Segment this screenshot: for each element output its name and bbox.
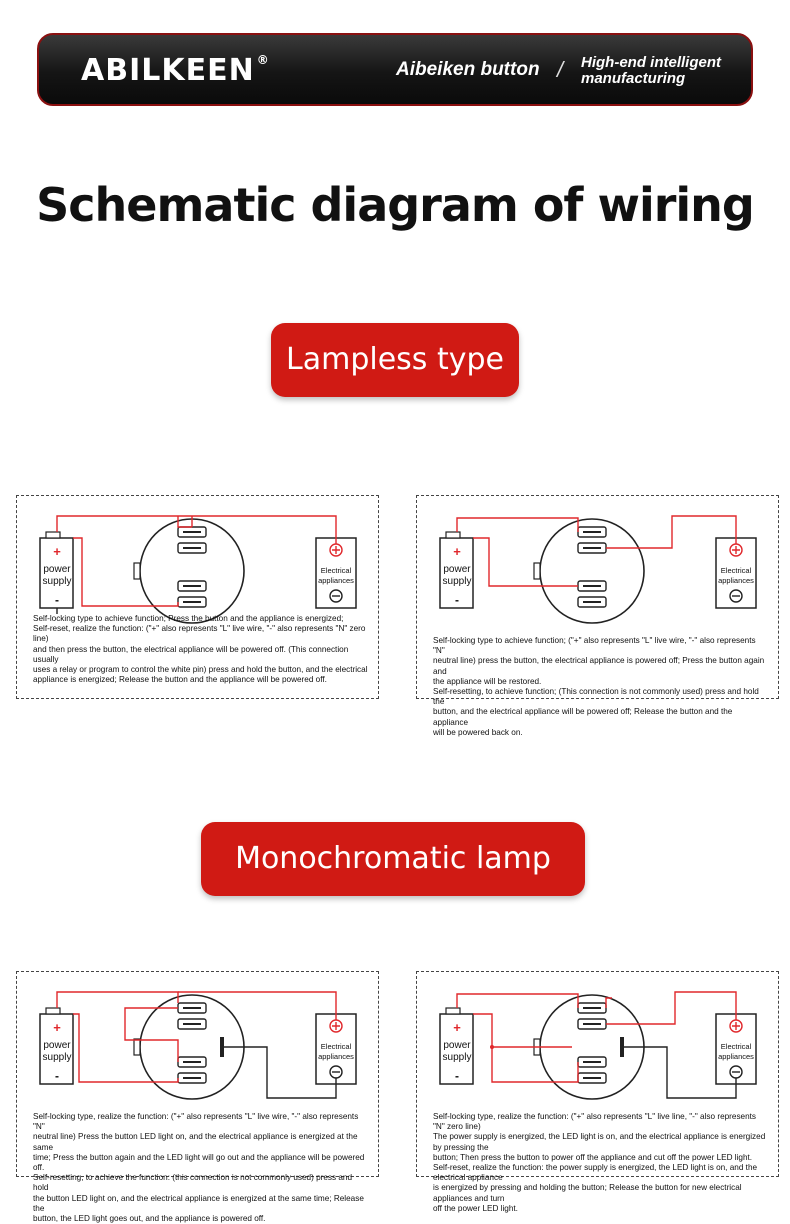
- minus-sign: -: [455, 593, 459, 607]
- switch-notch: [134, 1039, 140, 1055]
- appliances-label: appliances: [718, 576, 754, 585]
- appliance-label: Electrical: [720, 566, 752, 575]
- switch-pin-slot: [183, 1077, 201, 1079]
- appliances-label: appliances: [318, 576, 354, 585]
- description-line: Self-locking type to achieve function; Press the button and the appliance is energized;: [33, 614, 344, 623]
- power-supply-terminal: [446, 1008, 460, 1014]
- switch-pin-slot: [183, 1007, 201, 1009]
- minus-sign: -: [455, 1069, 459, 1083]
- power-supply-terminal: [446, 532, 460, 538]
- switch-pin-slot: [183, 1023, 201, 1025]
- switch-pin-slot: [183, 1061, 201, 1063]
- plus-sign: +: [53, 1020, 61, 1035]
- description-line: will be powered back on.: [433, 727, 523, 737]
- description-line: the appliance will be restored.: [433, 676, 542, 686]
- description-line: appliance is energized; Release the button and the appliance will be powered off.: [33, 675, 327, 685]
- wiring-diagram: [17, 972, 380, 1112]
- switch-pin-slot: [583, 1077, 601, 1079]
- appliance-label: Electrical: [320, 1042, 352, 1051]
- description-line: button, and the electrical appliance will be powered off; Release the button and the appliance: [433, 707, 733, 727]
- switch-pin-slot: [183, 531, 201, 533]
- switch-pin-slot: [583, 547, 601, 549]
- plus-sign: +: [453, 544, 461, 559]
- description-line: and then press the button, the electrical appliance will be powered off. (This connection usually: [33, 644, 349, 664]
- registered-mark: ®: [256, 53, 270, 67]
- appliances-label: appliances: [718, 1052, 754, 1061]
- wiring-diagram-panel: [16, 495, 379, 699]
- tagline-divider: /: [557, 57, 564, 82]
- power-label: power: [443, 1040, 471, 1051]
- description-line: off the power LED light.: [433, 1203, 518, 1213]
- brand-name: ABILKEEN: [81, 53, 255, 88]
- description-line: Self-reset, realize the function: the power supply is energized, the LED light is on, and the electrical appliance: [433, 1163, 758, 1183]
- description-line: button, the LED light goes out, and the appliance is powered off.: [33, 1214, 266, 1224]
- header-banner: [37, 33, 753, 106]
- power-label: power: [443, 564, 471, 575]
- power-supply-terminal: [46, 532, 60, 538]
- description-line: Self-locking type, realize the function: ("+" also represents "L" live wire, "-" also represents "N": [33, 1112, 359, 1132]
- wiring-diagram-panel: [416, 971, 779, 1213]
- section-label-monochromatic: Monochromatic lamp type: [201, 822, 585, 896]
- power-supply-terminal: [46, 1008, 60, 1014]
- minus-sign: -: [55, 593, 59, 607]
- wiring-description: [33, 1112, 368, 1224]
- power-label: power: [43, 1040, 71, 1051]
- switch-pin-slot: [583, 585, 601, 587]
- description-line: neutral line) press the button, the electrical appliance is powered off; Press the button again and: [433, 656, 765, 676]
- supply-label: supply: [442, 1052, 472, 1063]
- switch-pin-slot: [583, 601, 601, 603]
- page-title: Schematic diagram of wiring: [36, 178, 754, 232]
- wiring-diagram: [417, 496, 780, 636]
- minus-sign: -: [55, 1069, 59, 1083]
- description-line: uses a relay or program to control the white pin) press and hold the button, and the electrical: [33, 665, 368, 675]
- wiring-description: [433, 1112, 768, 1214]
- wiring-diagram-panel: [416, 495, 779, 737]
- wiring-description: [33, 614, 368, 685]
- plus-sign: +: [53, 544, 61, 559]
- plus-sign: +: [453, 1020, 461, 1035]
- description-line: Self-locking type, realize the function: ("+" also represents "L" live line, "-" also represents "N" zero line): [433, 1112, 757, 1132]
- supply-label: supply: [42, 576, 72, 587]
- wire-junction: [490, 1045, 494, 1049]
- wiring-diagram: [417, 972, 780, 1112]
- brand-logo: [81, 53, 270, 88]
- description-line: the button LED light on, and the electrical appliance is energized at the same time; Release the: [33, 1193, 364, 1213]
- wiring-description: [433, 636, 768, 738]
- switch-pin-slot: [183, 585, 201, 587]
- power-label: power: [43, 564, 71, 575]
- switch-pin-slot: [183, 547, 201, 549]
- description-line: neutral line) Press the button LED light on, and the electrical appliance is energized at the same: [33, 1132, 358, 1152]
- switch-pin-slot: [583, 531, 601, 533]
- switch-pin-slot: [183, 601, 201, 603]
- switch-notch: [134, 563, 140, 579]
- description-line: Self-locking type to achieve function; ("+" also represents "L" live wire, "-" also represents "N": [433, 636, 756, 656]
- tagline-secondary: High-end intelligent manufacturing: [581, 54, 721, 87]
- supply-label: supply: [442, 576, 472, 587]
- description-line: Self-resetting, to achieve function; (This connection is not commonly used) press and hold the: [433, 687, 759, 707]
- description-line: The power supply is energized, the LED light is on, and the electrical appliance is energized by pressing the: [433, 1132, 766, 1152]
- wiring-diagram-panel: [16, 971, 379, 1224]
- description-line: is energized by pressing and holding the button; Release the button for new electrical appliances and turn: [433, 1183, 742, 1203]
- switch-pin-slot: [583, 1061, 601, 1063]
- appliance-label: Electrical: [720, 1042, 752, 1051]
- description-line: button; Then press the button to power off the appliance and cut off the power LED light.: [433, 1152, 753, 1162]
- appliance-label: Electrical: [320, 566, 352, 575]
- description-line: Self-resetting, to achieve the function: (this connection is not commonly used) press and hold: [33, 1173, 353, 1193]
- switch-pin-slot: [583, 1023, 601, 1025]
- tagline: Aibeiken button: [396, 59, 540, 80]
- description-line: time; Press the button again and the LED light will go out and the appliance will be powered off.: [33, 1152, 365, 1173]
- switch-notch: [534, 563, 540, 579]
- description-line: Self-reset, realize the function: ("+" also represents "L" live wire, "-" also represents "N" zero line): [33, 624, 366, 644]
- switch-pin-slot: [583, 1007, 601, 1009]
- appliances-label: appliances: [318, 1052, 354, 1061]
- supply-label: supply: [42, 1052, 72, 1063]
- section-label-lampless: Lampless type: [271, 323, 519, 397]
